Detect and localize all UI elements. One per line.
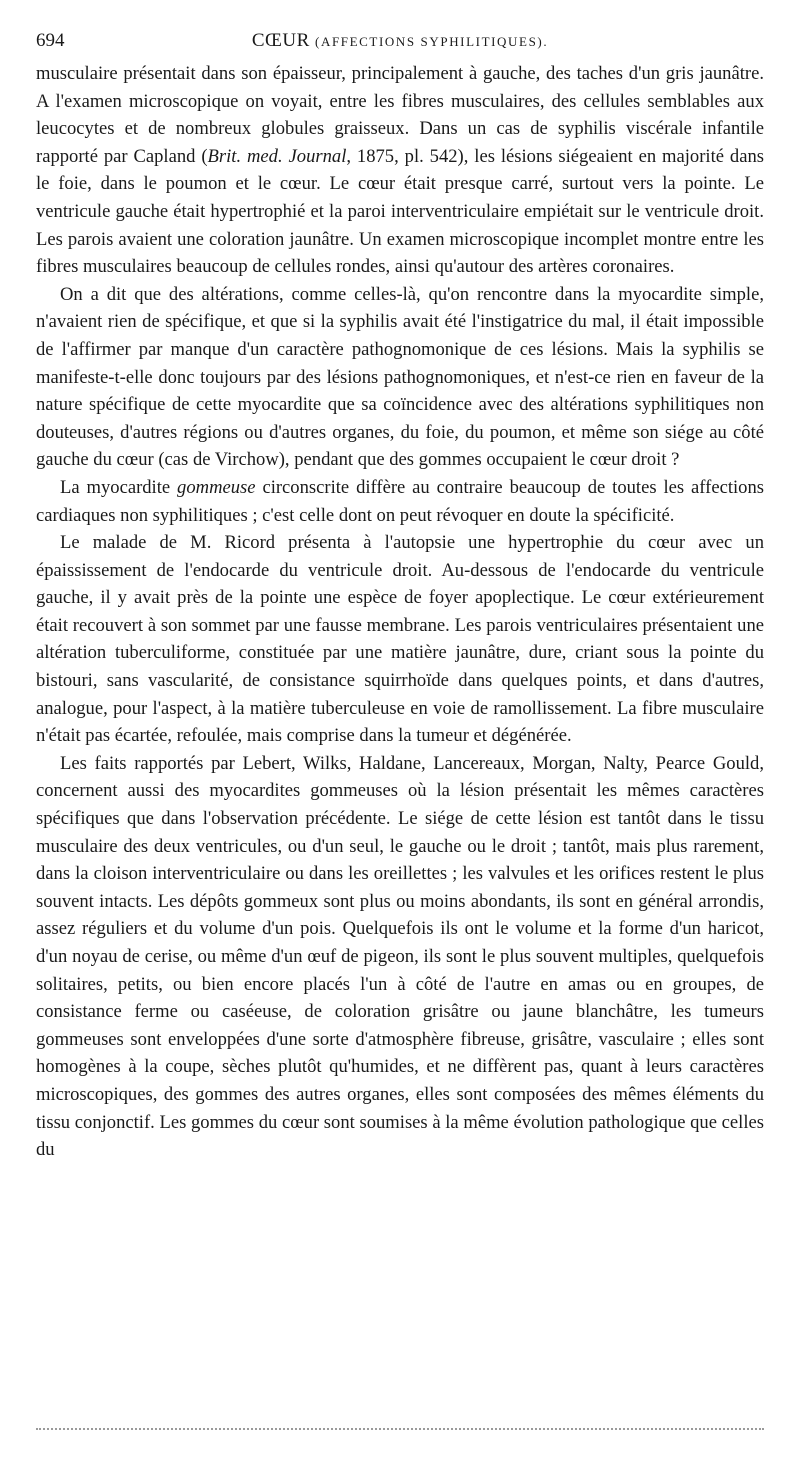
paragraph-5: Les faits rapportés par Lebert, Wilks, Haldane, Lancereaux, Morgan, Nalty, Pearce Gould, concernent aussi des myocardites gommeuses où la lésion présentait les mêmes caractères spécifiques que dans l'observation précédente. Le siége de cette lésion est tantôt dans le tissu musculaire des deux ventricules, ou d'un seul, le gauche ou le droit ; tantôt, mais plus rarement, dans la cloison interventriculaire ou dans les oreillettes ; les valvules et les orifices restent le plus souvent intacts. Les dépôts gommeux sont plus ou moins abondants, ils sont en général arrondis, assez réguliers et du volume d'un pois. Quelquefois ils ont le volume et la forme d'un haricot, d'un noyau de cerise, ou même d'un œuf de pigeon, ils sont le plus souvent multiples, quelquefois solitaires, petits, ou bien encore placés l'un à côté de l'autre en amas ou en groupes, de consistance ferme ou caséeuse, de coloration grisâtre ou jaune blanchâtre, les tumeurs gommeuses sont enveloppées d'une sorte d'atmosphère fibreuse, grisâtre, vasculaire ; elles sont homogènes à la coupe, sèches plutôt qu'humides, et ne diffèrent pas, quant à leurs caractères microscopiques, des gommes des autres organes, elles sont composées des mêmes éléments du tissu conjonctif. Les gommes du cœur sont soumises à la même évolution pathologique que celles du [36, 752, 764, 1161]
page [36, 28, 764, 1164]
paragraph-2: On a dit que des altérations, comme celles-là, qu'on rencontre dans la myocardite simple, n'avaient rien de spécifique, et que si la syphilis avait été l'instigatrice du mal, il était impossible de l'affirmer par manque d'un caractère pathognomonique de ces lésions. Mais la syphilis se manifeste-t-elle donc toujours par des lésions pathognomoniques, et n'est-ce rien en faveur de la nature spécifique de cette myocardite que sa coïncidence avec des altérations syphilitiques non douteuses, d'autres régions ou d'autres organes, du foie, du poumon, et même son siége au côté gauche du cœur (cas de Virchow), pendant que des gommes occupaient le cœur droit ? [36, 283, 764, 471]
footer-dotted-rule [36, 1428, 764, 1430]
paragraph-3-emphasis: gommeuse [177, 476, 256, 498]
running-title-subtitle: (AFFECTIONS SYPHILITIQUES). [315, 34, 549, 49]
paragraph-1 [36, 60, 764, 281]
paragraph-1-citation: Brit. med. Journal [207, 145, 347, 167]
running-head [36, 28, 764, 54]
running-title-main: CŒUR [251, 30, 310, 51]
paragraph-1-text: musculaire présentait dans son épaisseur, principalement à gauche, des taches d'un gris jaunâtre. A l'examen microscopique on voyait, entre les fibres musculaires, des cellules semblables aux leucocytes et de nombreux globules graisseux. Dans un cas de syphilis viscérale infantile rapporté par Capland ( [36, 63, 764, 167]
paragraph-3 [36, 474, 764, 529]
running-title [36, 28, 764, 55]
paragraph-3-text: La myocardite [60, 476, 178, 498]
paragraph-1-text-end: , 1875, pl. 542), les lésions siégeaient en majorité dans le foie, dans le poumon et le cœur. Le cœur était presque carré, surtout vers la pointe. Le ventricule gauche était hypertrophié et la paroi interventriculaire empiétait sur le ventricule droit. Les parois avaient une coloration jaunâtre. Un examen microscopique incomplet montre entre les fibres musculaires beaucoup de cellules rondes, ainsi qu'autour des artères coronaires. [36, 145, 764, 278]
body-text [36, 60, 764, 1164]
page-number: 694 [36, 30, 65, 51]
paragraph-4: Le malade de M. Ricord présenta à l'autopsie une hypertrophie du cœur avec un épaississement de l'endocarde du ventricule droit. Au-dessous de l'endocarde du ventricule gauche, il y avait près de la pointe une espèce de foyer apoplectique. Le cœur extérieurement était recouvert à son sommet par une fausse membrane. Les parois ventriculaires présentaient une altération tuberculiforme, constituée par une matière jaunâtre, dure, criant sous la pointe du bistouri, sans vascularité, de consistance squirrhoïde dans quelques points, et dans d'autres, analogue, pour l'aspect, à la matière tuberculeuse en voie de ramollissement. La fibre musculaire n'était pas écartée, refoulée, mais comprise dans la tumeur et dégénérée. [36, 532, 764, 747]
paragraph-3-text-end: circonscrite diffère au contraire beaucoup de toutes les affections cardiaques non syphilitiques ; c'est celle dont on peut révoquer en doute la spécificité. [36, 476, 764, 526]
